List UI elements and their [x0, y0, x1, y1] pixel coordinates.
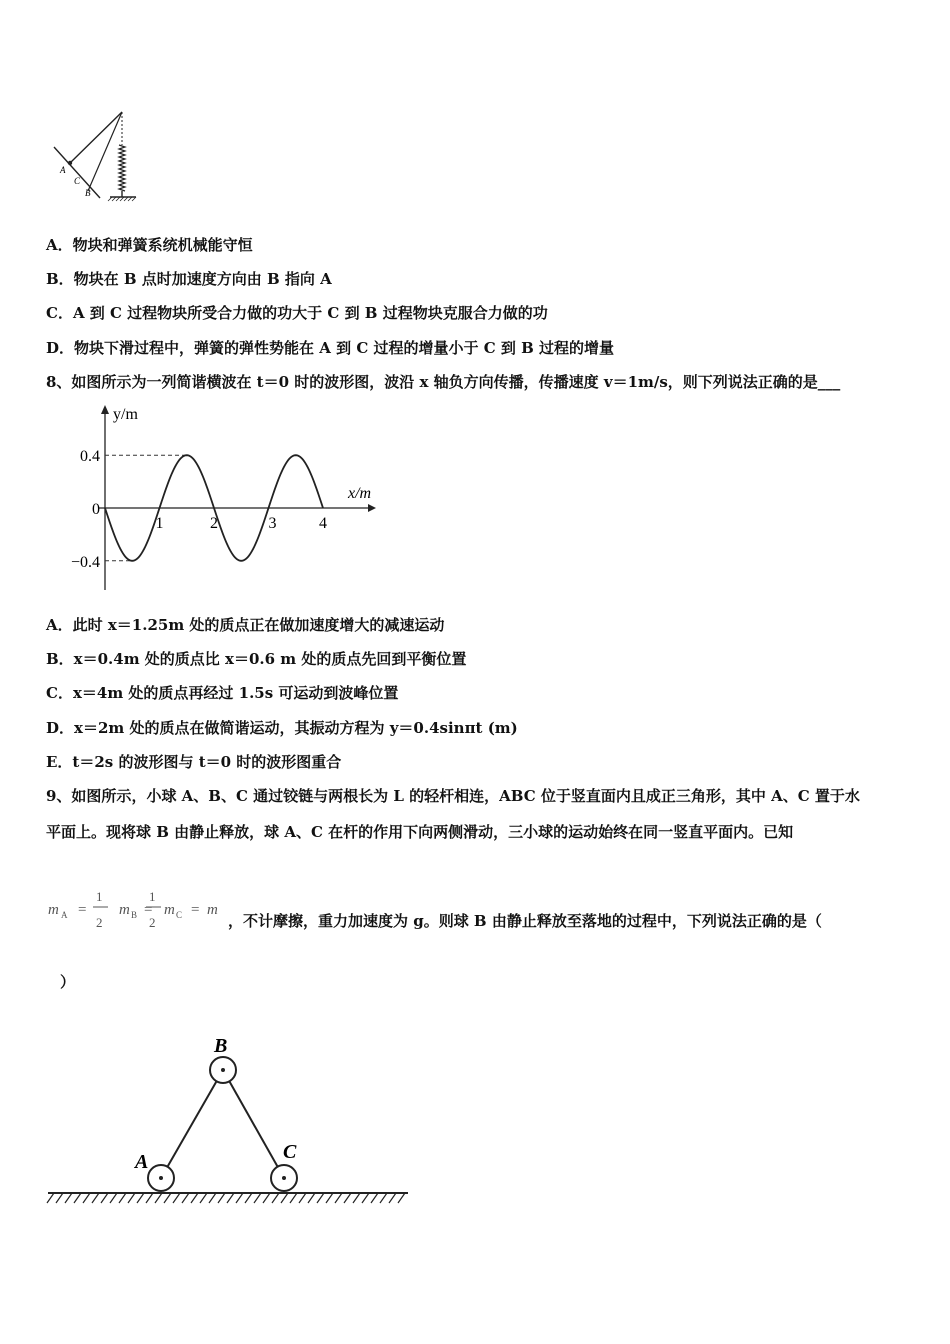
- mass-formula: [46, 884, 226, 934]
- svg-text:A: A: [61, 910, 68, 920]
- svg-text:m: m: [164, 902, 175, 918]
- svg-text:=: =: [191, 902, 200, 918]
- x-tick-label: 3: [268, 515, 277, 532]
- svg-text:=: =: [78, 902, 87, 918]
- q8-option-e: E．t＝2s 的波形图与 t＝0 时的波形图重合: [46, 753, 342, 771]
- ball-a: [148, 1165, 174, 1191]
- q9-stem-line2: 平面上。现将球 B 由静止释放，球 A、C 在杆的作用下向两侧滑动，三小球的运动始终在同一竖直平面内。已知: [46, 823, 794, 841]
- svg-text:1: 1: [149, 889, 156, 904]
- wave-chart: [60, 402, 390, 594]
- spring-incline-figure: [50, 105, 145, 205]
- x-tick-label: 4: [319, 515, 327, 532]
- svg-text:C: C: [176, 910, 183, 920]
- q9-stem-close: ）: [60, 973, 76, 991]
- q7-option-d: D．物块下滑过程中，弹簧的弹性势能在 A 到 C 过程的增量小于 C 到 B 过程的增量: [46, 339, 614, 357]
- svg-text:1: 1: [96, 889, 103, 904]
- label-c: C: [74, 176, 81, 186]
- x-axis-label: x/m: [348, 485, 372, 502]
- q7-option-b: B．物块在 B 点时加速度方向由 B 指向 A: [46, 270, 332, 288]
- ball-c: [271, 1165, 297, 1191]
- q8-stem: 8、如图所示为一列简谐横波在 t＝0 时的波形图，波沿 x 轴负方向传播，传播速度 v＝1m/s，则下列说法正确的是___: [46, 373, 841, 391]
- q7-option-c: C．A 到 C 过程物块所受合力做的功大于 C 到 B 过程物块克服合力做的功: [46, 304, 548, 322]
- x-axis-arrow: [368, 504, 376, 512]
- label-b: B: [85, 188, 91, 198]
- label-ball-a: A: [135, 1151, 149, 1173]
- q9-stem-tail: ，不计摩擦，重力加速度为 g。则球 B 由静止释放至落地的过程中，下列说法正确的是（: [228, 912, 822, 930]
- q9-stem-line1: 9、如图所示，小球 A、B、C 通过铰链与两根长为 L 的轻杆相连，ABC 位于竖直面内且成正三角形，其中 A、C 置于水: [46, 787, 860, 805]
- label-a: A: [60, 165, 66, 175]
- svg-text:m: m: [119, 902, 130, 918]
- y-axis-arrow: [101, 405, 109, 414]
- q8-option-b: B．x＝0.4m 处的质点比 x＝0.6 m 处的质点先回到平衡位置: [46, 650, 467, 668]
- y-tick-label: 0.4: [80, 448, 100, 466]
- y-tick-label: 0: [92, 501, 100, 518]
- svg-text:m: m: [48, 902, 59, 918]
- label-ball-c: C: [283, 1141, 297, 1163]
- label-ball-b: B: [214, 1035, 228, 1057]
- svg-text:=: =: [144, 902, 153, 918]
- ball-b: [210, 1057, 236, 1083]
- q7-option-a: A．物块和弹簧系统机械能守恒: [46, 236, 253, 254]
- svg-text:m: m: [207, 902, 218, 918]
- three-balls-figure: [40, 1028, 420, 1213]
- y-axis-label: y/m: [113, 406, 138, 423]
- x-tick-label: 1: [155, 515, 164, 532]
- svg-text:2: 2: [96, 915, 103, 930]
- q8-option-a: A．此时 x＝1.25m 处的质点正在做加速度增大的减速运动: [46, 616, 445, 634]
- q8-option-c: C．x＝4m 处的质点再经过 1.5s 可运动到波峰位置: [46, 684, 399, 702]
- q8-option-d: D．x＝2m 处的质点在做简谐运动，其振动方程为 y＝0.4sinπt (m): [46, 719, 518, 737]
- svg-text:B: B: [131, 910, 138, 920]
- svg-text:2: 2: [149, 915, 156, 930]
- x-tick-label: 2: [210, 515, 218, 532]
- y-tick-label: −0.4: [70, 553, 100, 571]
